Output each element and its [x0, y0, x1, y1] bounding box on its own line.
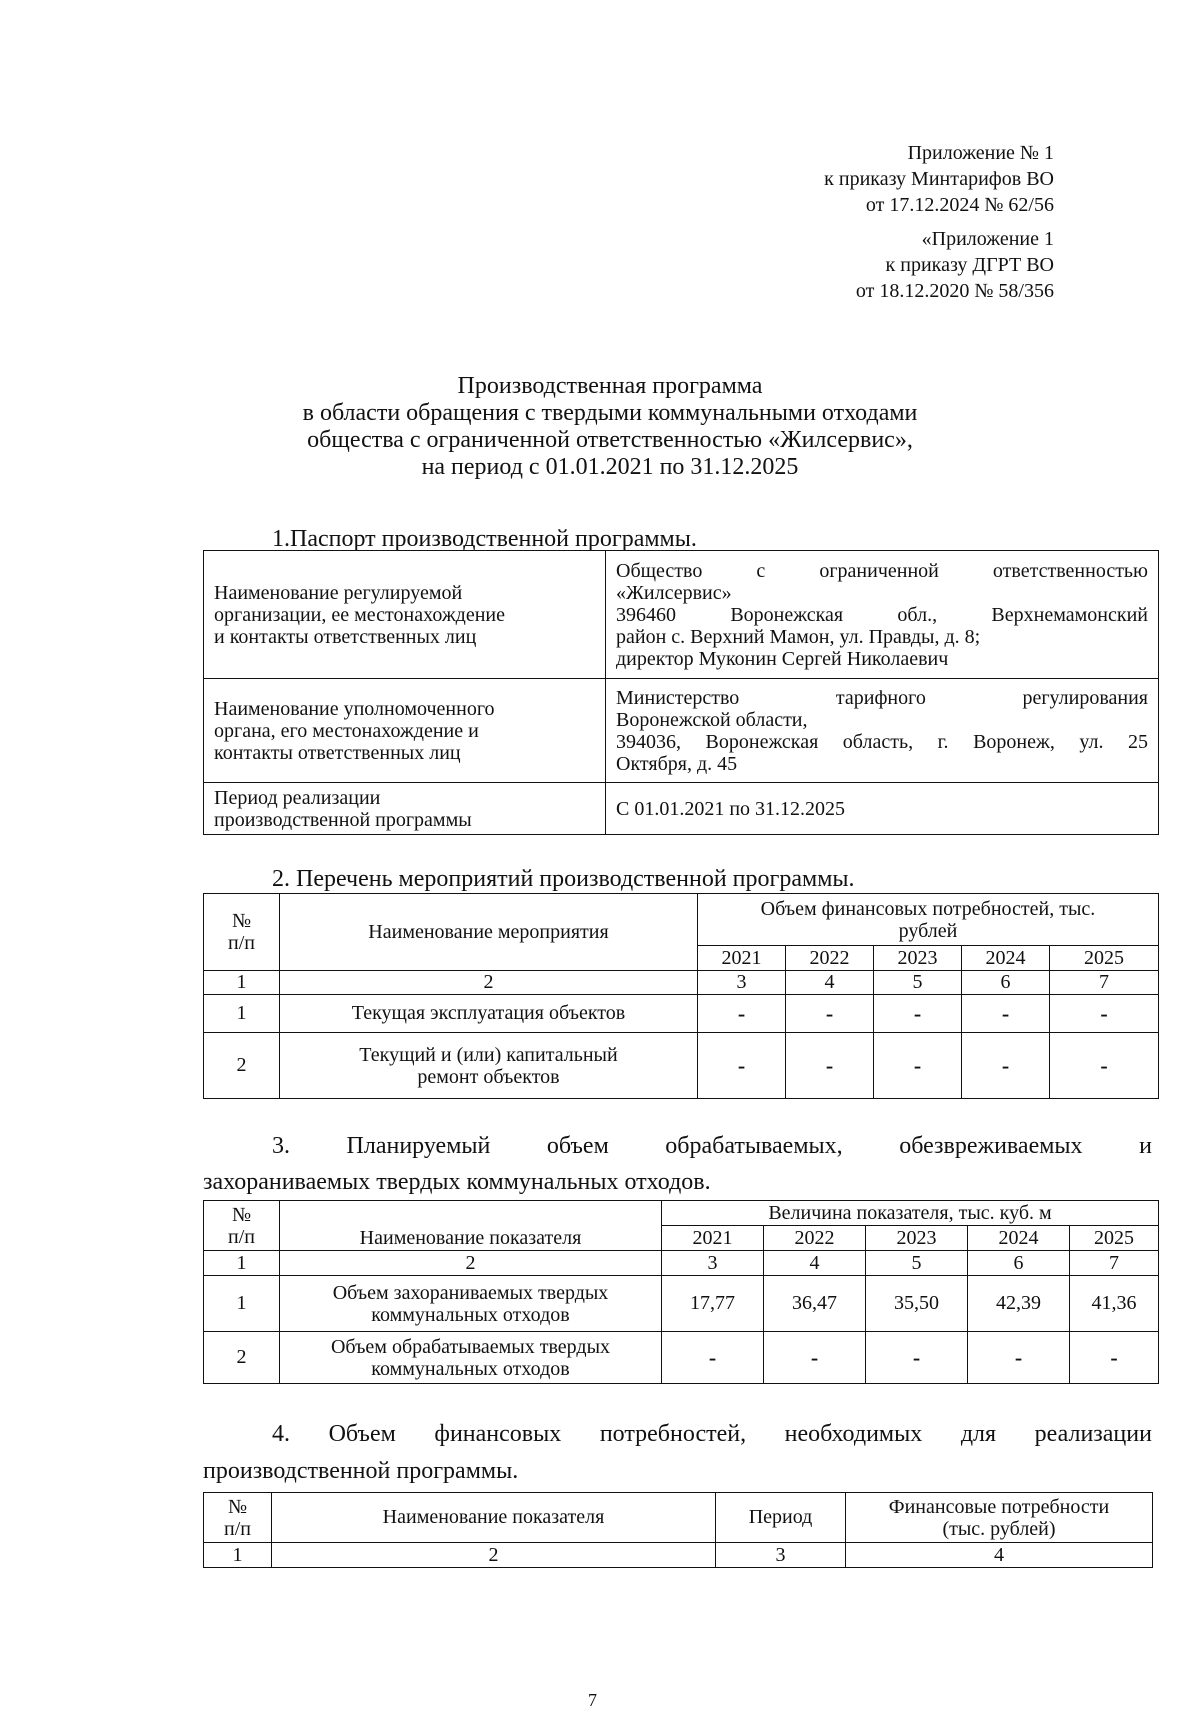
table-index-row	[204, 971, 1159, 995]
cell-line: производственной программы	[214, 808, 472, 831]
cell-line: Финансовые потребности	[888, 1495, 1110, 1518]
heading-word: потребностей,	[599, 1421, 747, 1447]
cell-value: -	[962, 1033, 1050, 1099]
row-number: 2	[204, 1332, 280, 1384]
financial-needs-table	[203, 1492, 1153, 1568]
cell-line: №	[231, 1203, 252, 1226]
passport-value-period	[606, 783, 1159, 835]
col-header-number	[204, 1201, 280, 1251]
cell-line: 396460 Воронежская обл., Верхнемамонский	[616, 603, 1148, 626]
cell-line: С 01.01.2021 по 31.12.2025	[616, 797, 846, 820]
cell-line: организации, ее местонахождение	[214, 603, 505, 626]
cell-line: п/п	[228, 1225, 255, 1248]
cell-value: -	[866, 1332, 968, 1384]
cell-line: коммунальных отходов	[371, 1357, 570, 1380]
cell-value: 36,47	[764, 1276, 866, 1332]
appendix-line: «Приложение 1	[921, 228, 1054, 250]
appendix-line: к приказу Минтарифов ВО	[824, 168, 1054, 190]
cell-line: Объем финансовых потребностей, тыс.	[760, 897, 1096, 920]
activities-table	[203, 893, 1159, 1099]
table-index-row	[204, 1251, 1159, 1276]
column-index: 6	[968, 1251, 1070, 1276]
col-header-indicator: Наименование показателя	[272, 1493, 716, 1543]
cell-value: -	[786, 1033, 874, 1099]
cell-value: -	[1050, 995, 1159, 1033]
passport-table	[203, 550, 1159, 835]
passport-value-authority	[606, 679, 1159, 783]
appendix-line: Приложение № 1	[907, 142, 1054, 164]
title-line: на период с 01.01.2021 по 31.12.2025	[421, 454, 799, 480]
passport-label-org	[204, 551, 606, 679]
cell-line: Наименование уполномоченного	[214, 697, 495, 720]
heading-word: обезвреживаемых	[899, 1133, 1083, 1159]
section1-heading: 1.Паспорт производственной программы.	[272, 526, 697, 552]
passport-value-org	[606, 551, 1159, 679]
cell-value: -	[1070, 1332, 1159, 1384]
cell-value: -	[1050, 1033, 1159, 1099]
cell-value: -	[874, 995, 962, 1033]
heading-word: объем	[546, 1133, 609, 1159]
table-row	[204, 783, 1159, 835]
col-header-indicator-value: Величина показателя, тыс. куб. м	[662, 1201, 1159, 1226]
table-row	[204, 1332, 1159, 1384]
heading-word: Планируемый	[346, 1133, 491, 1159]
section4-heading	[272, 1419, 1152, 1449]
cell-value: -	[968, 1332, 1070, 1384]
heading-word: реализации	[1034, 1421, 1152, 1447]
column-index: 6	[962, 971, 1050, 995]
document-title	[180, 373, 1040, 481]
cell-line: рублей	[898, 919, 958, 942]
title-line: общества с ограниченной ответственностью «Жилсервис»,	[307, 427, 913, 453]
cell-value: -	[698, 995, 786, 1033]
column-index: 3	[662, 1251, 764, 1276]
cell-line: (тыс. рублей)	[942, 1517, 1056, 1540]
cell-value: -	[764, 1332, 866, 1384]
col-header-year: 2022	[786, 946, 874, 971]
cell-value: 17,77	[662, 1276, 764, 1332]
cell-line: п/п	[224, 1517, 251, 1540]
title-line: в области обращения с твердыми коммунальными отходами	[302, 400, 918, 426]
cell-line: Воронежской области,	[616, 708, 808, 731]
cell-line: п/п	[228, 932, 255, 954]
cell-line: Общество с ограниченной ответственностью	[616, 559, 1148, 582]
col-header-number	[204, 1493, 272, 1543]
cell-line: и контакты ответственных лиц	[214, 625, 477, 648]
col-header-period: Период	[716, 1493, 846, 1543]
col-header-year: 2023	[866, 1226, 968, 1251]
cell-line: 394036, Воронежская область, г. Воронеж, ул. 25	[616, 730, 1148, 753]
column-index: 1	[204, 1543, 272, 1568]
heading-word: 3.	[272, 1133, 290, 1159]
cell-line: «Жилсервис»	[616, 581, 732, 604]
table-index-row	[204, 1543, 1153, 1568]
column-index: 1	[204, 1251, 280, 1276]
cell-value: -	[874, 1033, 962, 1099]
cell-value: 35,50	[866, 1276, 968, 1332]
appendix-line: к приказу ДГРТ ВО	[885, 254, 1054, 276]
section3-heading	[272, 1131, 1152, 1161]
column-index: 4	[786, 971, 874, 995]
column-index: 5	[866, 1251, 968, 1276]
col-header-financial-needs	[846, 1493, 1153, 1543]
cell-line: органа, его местонахождение и	[214, 719, 479, 742]
cell-line: Октября, д. 45	[616, 752, 738, 775]
heading-word: финансовых	[434, 1421, 562, 1447]
column-index: 7	[1050, 971, 1159, 995]
cell-line: Объем обрабатываемых твердых	[330, 1335, 611, 1358]
passport-label-authority	[204, 679, 606, 783]
appendix-line: от 18.12.2020 № 58/356	[855, 280, 1054, 302]
col-header-indicator: Наименование показателя	[280, 1201, 662, 1251]
col-header-activity: Наименование мероприятия	[280, 894, 698, 971]
activity-name: Текущая эксплуатация объектов	[280, 995, 698, 1033]
col-header-year: 2024	[962, 946, 1050, 971]
table-header-row	[204, 1201, 1159, 1226]
cell-value: 42,39	[968, 1276, 1070, 1332]
indicator-name	[280, 1276, 662, 1332]
appendix-line: от 17.12.2024 № 62/56	[865, 194, 1054, 216]
table-row	[204, 1276, 1159, 1332]
cell-value: -	[662, 1332, 764, 1384]
column-index: 4	[846, 1543, 1153, 1568]
row-number: 1	[204, 1276, 280, 1332]
column-index: 5	[874, 971, 962, 995]
section2-heading: 2. Перечень мероприятий производственной программы.	[272, 866, 855, 892]
column-index: 3	[698, 971, 786, 995]
heading-word: и	[1139, 1133, 1152, 1159]
passport-label-period	[204, 783, 606, 835]
appendix-reference-original	[856, 226, 1054, 304]
column-index: 7	[1070, 1251, 1159, 1276]
cell-line: директор Муконин Сергей Николаевич	[616, 647, 949, 670]
title-line: Производственная программа	[457, 373, 763, 399]
table-row	[204, 995, 1159, 1033]
column-index: 2	[280, 1251, 662, 1276]
indicator-name	[280, 1332, 662, 1384]
col-header-year: 2021	[698, 946, 786, 971]
col-header-year: 2022	[764, 1226, 866, 1251]
cell-line: коммунальных отходов	[371, 1303, 570, 1326]
col-header-number	[204, 894, 280, 971]
table-row	[204, 679, 1159, 783]
column-index: 3	[716, 1543, 846, 1568]
col-header-year: 2021	[662, 1226, 764, 1251]
cell-line: район с. Верхний Мамон, ул. Правды, д. 8;	[616, 625, 981, 648]
cell-line: контакты ответственных лиц	[214, 741, 461, 764]
column-index: 4	[764, 1251, 866, 1276]
heading-word: необходимых	[784, 1421, 923, 1447]
col-header-financial-needs	[698, 894, 1159, 946]
heading-word: обрабатываемых,	[665, 1133, 843, 1159]
cell-line: Министерство тарифного регулирования	[616, 686, 1148, 709]
col-header-year: 2025	[1070, 1226, 1159, 1251]
cell-value: -	[962, 995, 1050, 1033]
cell-line: ремонт объектов	[417, 1065, 560, 1088]
column-index: 1	[204, 971, 280, 995]
heading-word: Объем	[328, 1421, 396, 1447]
activity-name	[280, 1033, 698, 1099]
section4-heading-continued: производственной программы.	[203, 1458, 519, 1484]
cell-value: -	[786, 995, 874, 1033]
table-header-row	[204, 1493, 1153, 1543]
col-header-year: 2024	[968, 1226, 1070, 1251]
section3-heading-continued: захораниваемых твердых коммунальных отходов.	[203, 1169, 711, 1195]
row-number: 2	[204, 1033, 280, 1099]
heading-word: 4.	[272, 1421, 290, 1447]
row-number: 1	[204, 995, 280, 1033]
column-index: 2	[280, 971, 698, 995]
cell-line: Объем захораниваемых твердых	[332, 1281, 609, 1304]
cell-value: 41,36	[1070, 1276, 1159, 1332]
page-number: 7	[588, 1690, 597, 1710]
cell-line: Текущий и (или) капитальный	[359, 1043, 618, 1066]
cell-line: Период реализации	[214, 786, 381, 809]
cell-value: -	[698, 1033, 786, 1099]
table-row	[204, 551, 1159, 679]
waste-volume-table	[203, 1200, 1159, 1384]
heading-word: для	[960, 1421, 997, 1447]
table-header-row	[204, 894, 1159, 946]
table-row	[204, 1033, 1159, 1099]
cell-line: Наименование регулируемой	[214, 581, 463, 604]
cell-line: №	[227, 1495, 248, 1518]
appendix-reference-current	[824, 140, 1054, 218]
column-index: 2	[272, 1543, 716, 1568]
col-header-year: 2023	[874, 946, 962, 971]
col-header-year: 2025	[1050, 946, 1159, 971]
cell-line: №	[231, 910, 252, 932]
